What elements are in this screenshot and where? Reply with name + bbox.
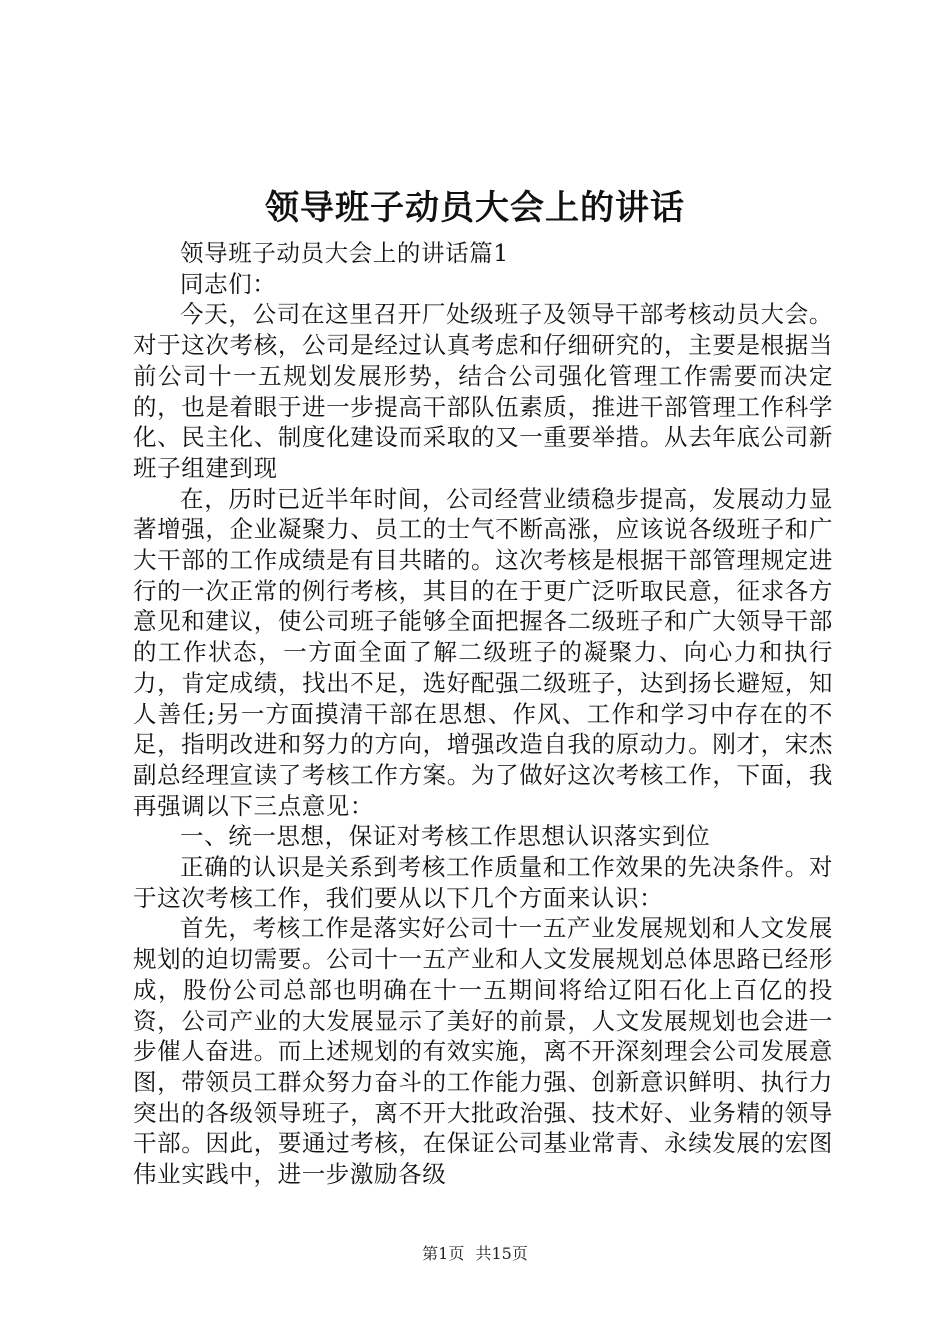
- paragraph: 在，历时已近半年时间，公司经营业绩稳步提高，发展动力显著增强，企业凝聚力、员工的士气不断高涨，应该说各级班子和广大干部的工作成绩是有目共睹的。这次考核是根据干部管理规定进行的一次正常的例行考核，其目的在于更广泛听取民意，征求各方意见和建议，使公司班子能够全面把握各二级班子和广大领导干部的工作状态，一方面全面了解二级班子的凝聚力、向心力和执行力，肯定成绩，找出不足，选好配强二级班子，达到扬长避短，知人善任;另一方面摸清干部在思想、作风、工作和学习中存在的不足，指明改进和努力的方向，增强改造自我的原动力。刚才，宋杰副总经理宣读了考核工作方案。为了做好这次考核工作，下面，我再强调以下三点意见：: [133, 484, 833, 820]
- paragraph-subtitle: 领导班子动员大会上的讲话篇1: [180, 239, 509, 267]
- paragraph: 今天，公司在这里召开厂处级班子及领导干部考核动员大会。对于这次考核，公司是经过认真考虑和仔细研究的，主要是根据当前公司十一五规划发展形势，结合公司强化管理工作需要而决定的，也是着眼于进一步提高干部队伍素质，推进干部管理工作科学化、民主化、制度化建设而采取的又一重要举措。从去年底公司新班子组建到现: [133, 300, 833, 482]
- page-title: 领导班子动员大会上的讲话: [265, 188, 685, 228]
- page-total: 共15页: [475, 1244, 528, 1263]
- section-heading: 一、统一思想，保证对考核工作思想认识落实到位: [180, 822, 711, 851]
- page-footer: [0, 1243, 950, 1265]
- paragraph-salutation: 同志们：: [180, 269, 277, 298]
- paragraph: 首先，考核工作是落实好公司十一五产业发展规划和人文发展规划的迫切需要。公司十一五产业和人文发展规划总体思路已经形成，股份公司总部也明确在十一五期间将给辽阳石化上百亿的投资，公司产业的大发展显示了美好的前景，人文发展规划也会进一步催人奋进。而上述规划的有效实施，离不开深刻理会公司发展意图，带领员工群众努力奋斗的工作能力强、创新意识鲜明、执行力突出的各级领导班子，离不开大批政治强、技术好、业务精的领导干部。因此，要通过考核，在保证公司基业常青、永续发展的宏图伟业实践中，进一步激励各级: [133, 914, 833, 1189]
- page-number: 第1页: [422, 1244, 465, 1263]
- document-body: [133, 238, 833, 1190]
- paragraph: 正确的认识是关系到考核工作质量和工作效果的先决条件。对于这次考核工作，我们要从以下几个方面来认识：: [133, 853, 833, 912]
